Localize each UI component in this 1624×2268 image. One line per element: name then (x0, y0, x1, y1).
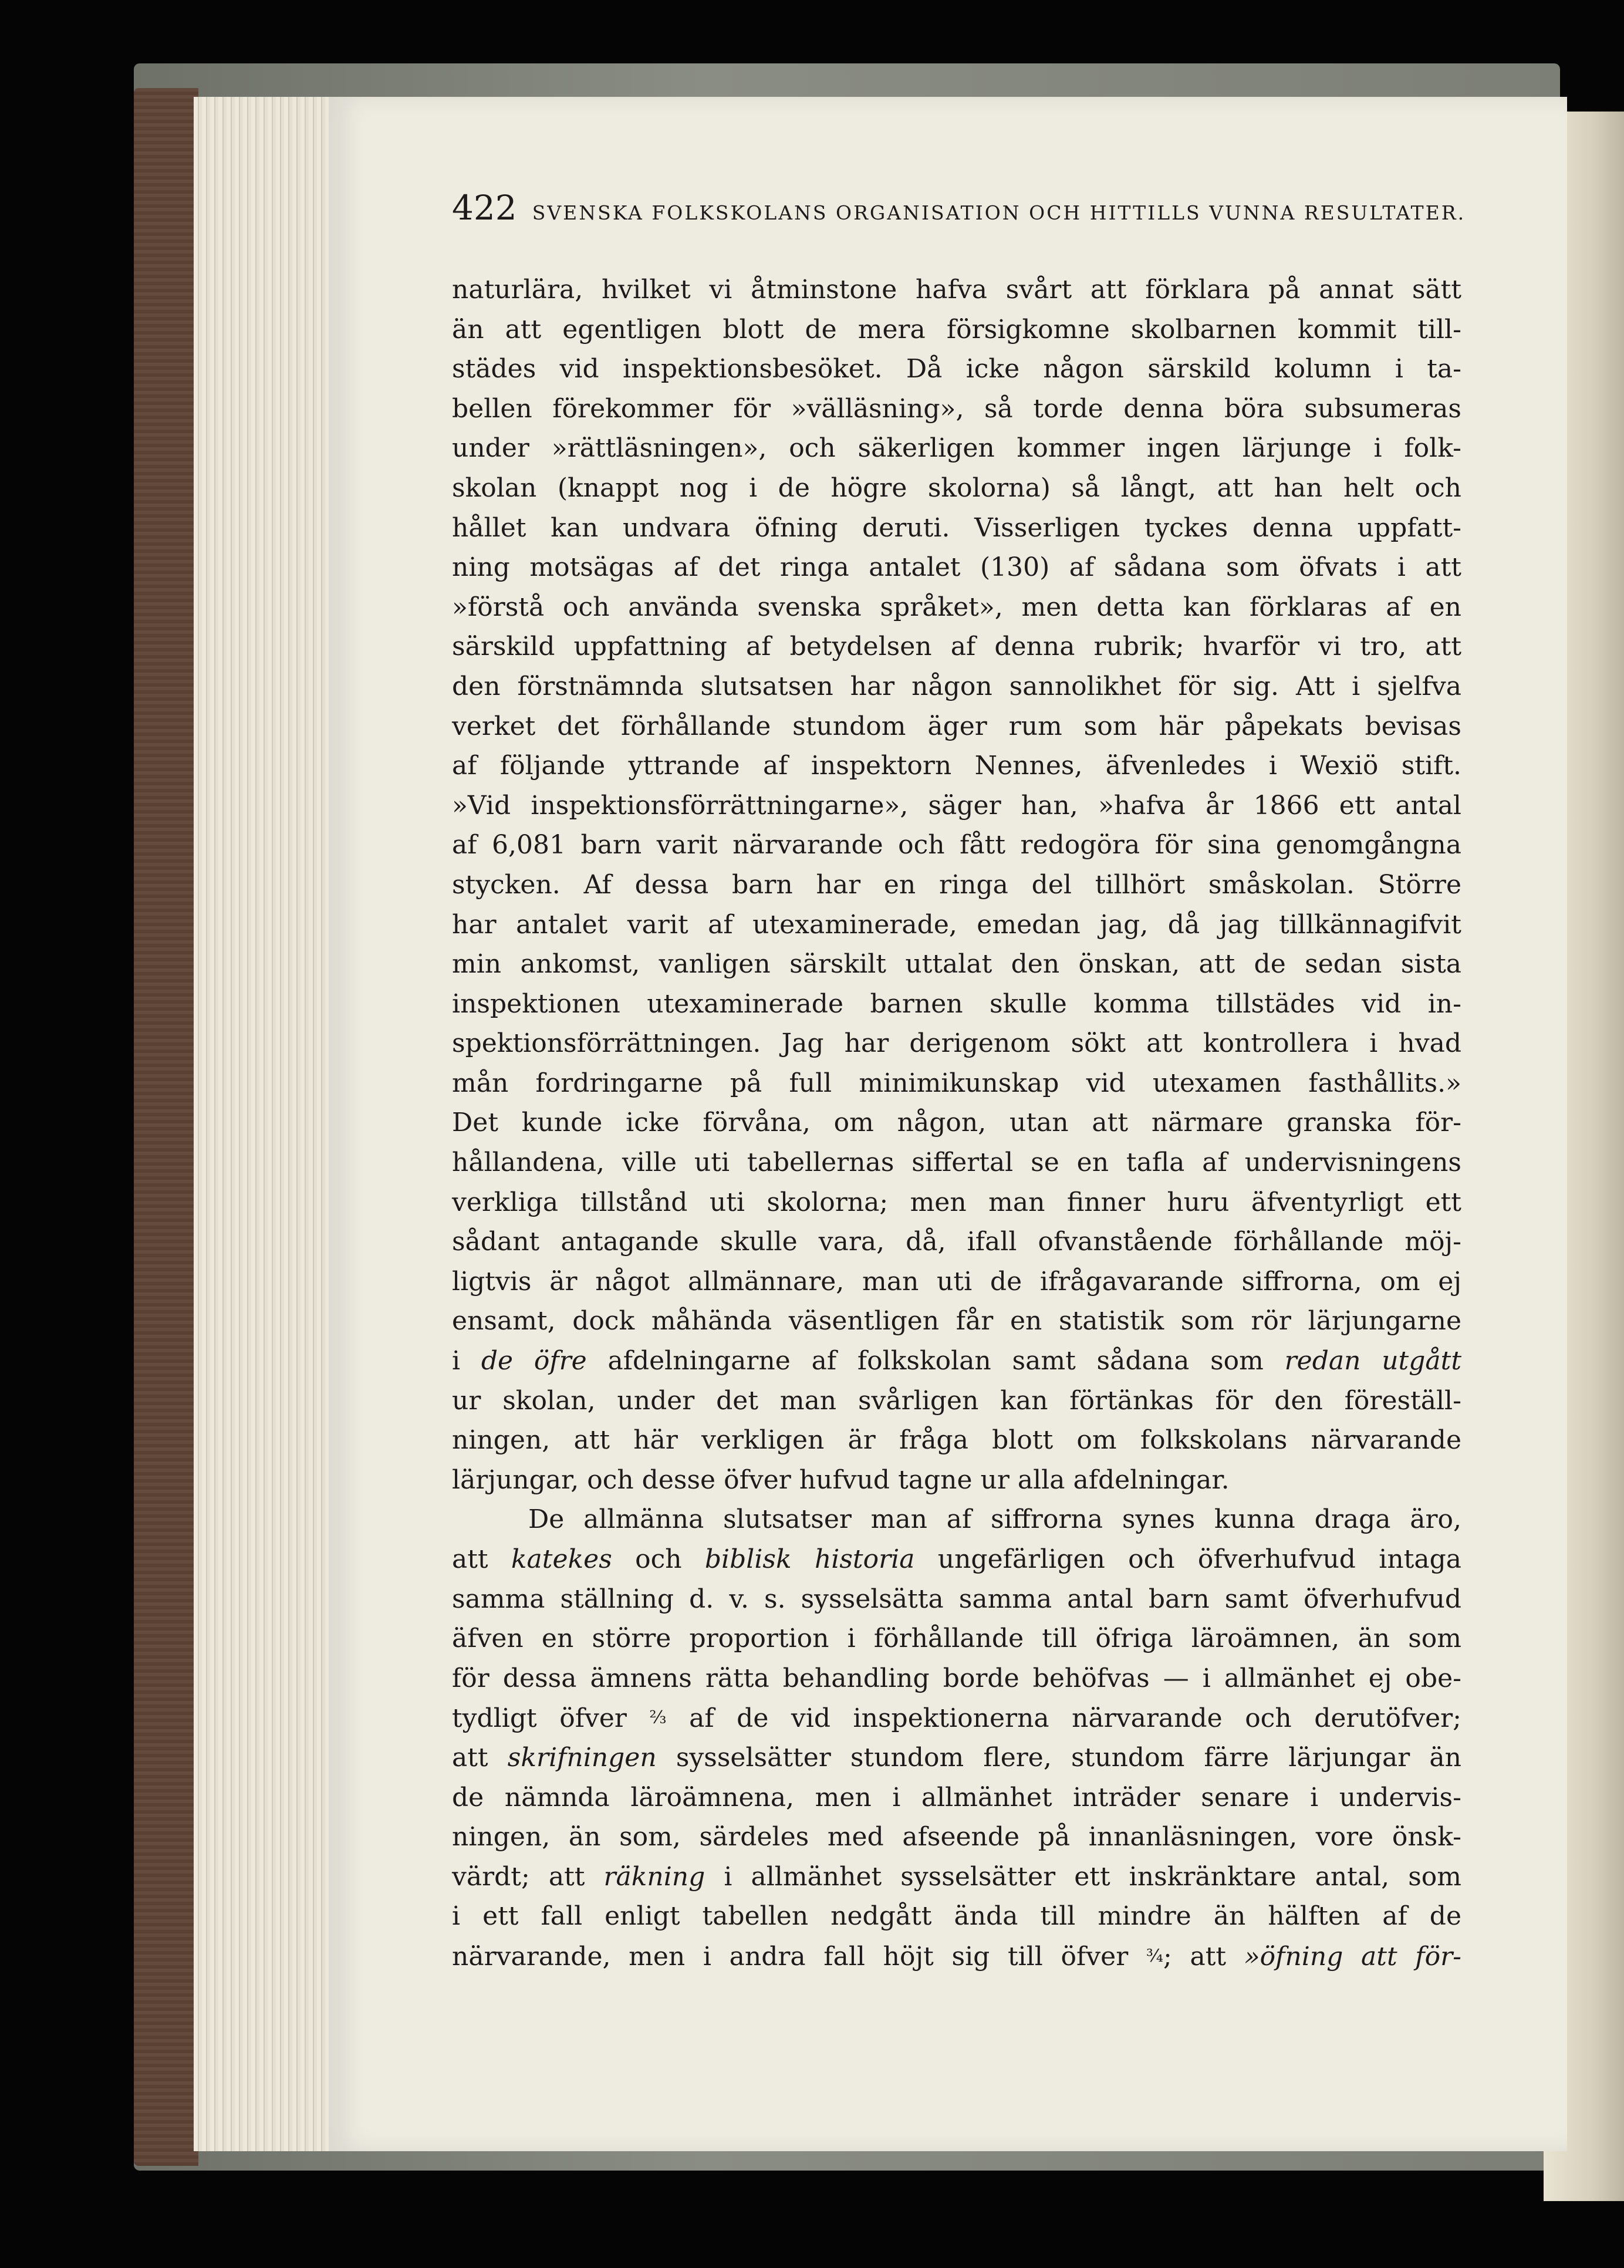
text-run: att (452, 1544, 511, 1574)
text-line: inspektionen utexaminerade barnen skulle komma tillstädes vid in- (452, 988, 1461, 1019)
text-line: ning motsägas af det ringa antalet (130) af sådana som öfvats i att (452, 552, 1461, 583)
text-line: den förstnämnda slutsatsen har någon sannolikhet för sig. Att i sjelfva (452, 671, 1461, 701)
fraction: ¾ (1146, 1945, 1163, 1966)
text-line: under »rättläsningen», och säkerligen kommer ingen lärjunge i folk- (452, 433, 1461, 464)
text-line: Det kunde icke förvåna, om någon, utan att närmare granska för- (452, 1108, 1461, 1138)
book-spine (134, 88, 198, 2166)
text-run: ungefärligen och öfverhufvud intaga (914, 1544, 1461, 1574)
running-title: SVENSKA FOLKSKOLANS ORGANISATION OCH HITTILLS VUNNA RESULTATER. (532, 201, 1466, 224)
text-line: äfven en större proportion i förhållande till öfriga läroämnen, än som (452, 1624, 1461, 1654)
text-line: naturlära, hvilket vi åtminstone hafva svårt att förklara på annat sätt (452, 275, 1461, 305)
text-line: af följande yttrande af inspektorn Nennes, äfvenledes i Wexiö stift. (452, 751, 1461, 781)
page-content (452, 188, 1466, 1976)
text-line: af 6,081 barn varit närvarande och fått redogöra för sina genomgångna (452, 830, 1461, 860)
text-line (452, 1698, 1461, 1738)
text-line: för dessa ämnens rätta behandling borde behöfvas — i allmänhet ej obe- (452, 1663, 1461, 1693)
text-run: ; att (1163, 1941, 1244, 1972)
text-run: sysselsätter stundom flere, stundom färre lärjungar än (656, 1742, 1461, 1773)
text-line: de nämnda läroämnena, men i allmänhet inträder senare i undervis- (452, 1782, 1461, 1813)
text-run: af de vid inspektionerna närvarande och derutöfver; (666, 1703, 1461, 1734)
text-line: skolan (knappt nog i de högre skolorna) så långt, att han helt och (452, 473, 1461, 503)
italic-run: skrifningen (507, 1742, 657, 1773)
text-line: än att egentligen blott de mera försigkomne skolbarnen kommit till- (452, 314, 1461, 345)
italic-run: biblisk historia (704, 1544, 915, 1574)
italic-run: de öfre (481, 1346, 587, 1376)
italic-run: »öfning att för- (1244, 1941, 1461, 1972)
text-run: och (612, 1544, 705, 1574)
text-line: stycken. Af dessa barn har en ringa del tillhört småskolan. Större (452, 869, 1461, 900)
text-run: i (452, 1346, 481, 1376)
body-text (452, 270, 1461, 1976)
text-line: mån fordringarne på full minimikunskap vid utexamen fasthållits.» (452, 1068, 1461, 1098)
text-line: hållandena, ville uti tabellernas siffertal se en tafla af undervisningens (452, 1148, 1461, 1178)
text-line: lärjungar, och desse öfver hufvud tagne ur alla afdelningar. (452, 1464, 1230, 1495)
text-line (452, 1341, 1461, 1381)
text-run: i allmänhet sysselsätter ett inskränktare antal, som (705, 1861, 1461, 1892)
text-line: har antalet varit af utexaminerade, emedan jag, då jag tillkännagifvit (452, 909, 1461, 940)
text-line: verkliga tillstånd uti skolorna; men man finner huru äfventyrligt ett (452, 1187, 1461, 1217)
text-line: särskild uppfattning af betydelsen af denna rubrik; hvarför vi tro, att (452, 632, 1461, 662)
page-stack-edges (194, 97, 340, 2151)
text-line: ur skolan, under det man svårligen kan förtänkas för den föreställ- (452, 1385, 1461, 1416)
text-line: ningen, att här verkligen är fråga blott om folkskolans närvarande (452, 1425, 1461, 1456)
text-line (452, 1857, 1461, 1897)
text-line (452, 1936, 1461, 1976)
text-line: städes vid inspektionsbesöket. Då icke någon särskild kolumn i ta- (452, 354, 1461, 384)
running-header (452, 188, 1466, 235)
paragraph-start-line: De allmänna slutsatser man af siffrorna synes kunna draga äro, (528, 1504, 1461, 1535)
text-line: ningen, än som, särdeles med afseende på innanläsningen, vore önsk- (452, 1822, 1461, 1852)
text-line: verket det förhållande stundom äger rum som här påpekats bevisas (452, 711, 1461, 741)
text-line: bellen förekommer för »välläsning», så torde denna böra subsumeras (452, 393, 1461, 424)
text-line: ligtvis är något allmännare, man uti de ifrågavarande siffrorna, om ej (452, 1266, 1461, 1297)
text-line: hållet kan undvara öfning deruti. Visserligen tyckes denna uppfatt- (452, 512, 1461, 543)
text-line: samma ställning d. v. s. sysselsätta samma antal barn samt öfverhufvud (452, 1584, 1461, 1614)
text-run: att (452, 1742, 508, 1773)
fraction: ⅔ (649, 1707, 667, 1729)
text-run: närvarande, men i andra fall höjt sig till öfver (452, 1941, 1146, 1972)
text-line: spektionsförrättningen. Jag har derigenom sökt att kontrollera i hvad (452, 1028, 1461, 1059)
italic-run: katekes (511, 1544, 612, 1574)
text-line (452, 1738, 1461, 1778)
text-line: »förstå och använda svenska språket», men detta kan förklaras af en (452, 592, 1461, 622)
text-run: värdt; att (452, 1861, 604, 1892)
text-line: i ett fall enligt tabellen nedgått ända till mindre än hälften af de (452, 1901, 1461, 1932)
text-run: afdelningarne af folkskolan samt sådana som (586, 1346, 1285, 1376)
text-line (452, 1540, 1461, 1580)
text-line: sådant antagande skulle vara, då, ifall ofvanstående förhållande möj- (452, 1227, 1461, 1257)
page-number: 422 (452, 188, 517, 228)
text-line: ensamt, dock måhända väsentligen får en statistik som rör lärjungarne (452, 1306, 1461, 1337)
text-line: »Vid inspektionsförrättningarne», säger han, »hafva år 1866 ett antal (452, 790, 1461, 821)
text-line: min ankomst, vanligen särskilt uttalat den önskan, att de sedan sista (452, 949, 1461, 980)
text-run: tydligt öfver (452, 1703, 650, 1734)
italic-run: redan utgått (1284, 1346, 1462, 1376)
italic-run: räkning (603, 1861, 705, 1892)
